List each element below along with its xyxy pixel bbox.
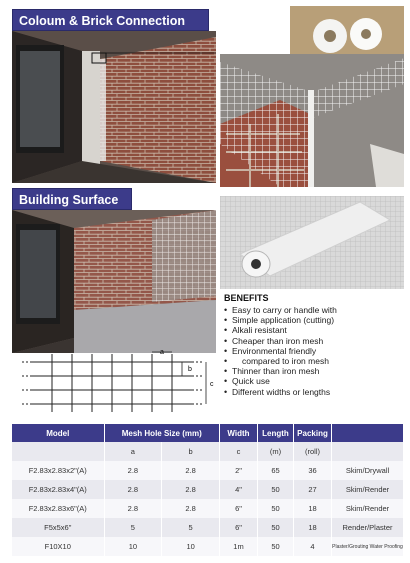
table-cell: 50 bbox=[258, 480, 294, 499]
table-cell: 65 bbox=[258, 461, 294, 480]
table-cell: 36 bbox=[294, 461, 332, 480]
table-cell: Skim/Render bbox=[332, 499, 404, 518]
table-cell: Plaster/Grouting Water Proofing bbox=[332, 537, 404, 556]
table-cell: 6" bbox=[220, 518, 258, 537]
col-packing: Packing bbox=[294, 424, 332, 442]
table-cell: a bbox=[104, 442, 162, 461]
table-cell: F5x5x6" bbox=[12, 518, 104, 537]
table-cell: 5 bbox=[162, 518, 220, 537]
table-cell: b bbox=[162, 442, 220, 461]
section-title-building-surface: Building Surface bbox=[12, 188, 132, 210]
spec-table bbox=[12, 424, 404, 556]
benefits-list bbox=[224, 305, 408, 397]
table-units-row bbox=[12, 442, 404, 461]
table-cell: 2.8 bbox=[162, 480, 220, 499]
building-surface-photo bbox=[12, 210, 216, 353]
table-cell: 2.8 bbox=[104, 480, 162, 499]
table-cell: (roll) bbox=[294, 442, 332, 461]
table-cell: 50 bbox=[258, 499, 294, 518]
table-row bbox=[12, 518, 404, 537]
col-width: Width bbox=[220, 424, 258, 442]
table-cell: 4" bbox=[220, 480, 258, 499]
table-row bbox=[12, 537, 404, 556]
mesh-dimension-diagram bbox=[22, 348, 218, 420]
section-title-column-brick: Coloum & Brick Connection bbox=[12, 9, 209, 31]
benefit-item: • Environmental friendly bbox=[224, 346, 408, 356]
table-cell: 10 bbox=[104, 537, 162, 556]
table-cell: F2.83x2.83x4"(A) bbox=[12, 480, 104, 499]
benefit-item: • Cheaper than iron mesh bbox=[224, 336, 408, 346]
col-length: Length bbox=[258, 424, 294, 442]
table-cell: 2" bbox=[220, 461, 258, 480]
table-cell: 2.8 bbox=[104, 499, 162, 518]
table-cell: (m) bbox=[258, 442, 294, 461]
table-cell bbox=[12, 442, 104, 461]
corner-mesh-photo bbox=[220, 54, 404, 187]
col-model: Model bbox=[12, 424, 104, 442]
mesh-roll-photo bbox=[220, 196, 404, 289]
table-cell: 10 bbox=[162, 537, 220, 556]
benefit-item: • Alkali resistant bbox=[224, 325, 408, 335]
table-cell: 5 bbox=[104, 518, 162, 537]
diagram-label-b: b bbox=[188, 366, 192, 373]
col-mesh-hole: Mesh Hole Size (mm) bbox=[104, 424, 220, 442]
benefit-item: • compared to iron mesh bbox=[224, 356, 408, 366]
table-row bbox=[12, 499, 404, 518]
column-brick-photo bbox=[12, 31, 216, 183]
table-cell: 6" bbox=[220, 499, 258, 518]
table-cell: 50 bbox=[258, 537, 294, 556]
table-cell: Skim/Drywall bbox=[332, 461, 404, 480]
table-cell: F10X10 bbox=[12, 537, 104, 556]
table-cell: 27 bbox=[294, 480, 332, 499]
benefit-item: • Easy to carry or handle with bbox=[224, 305, 408, 315]
table-cell: 4 bbox=[294, 537, 332, 556]
table-cell: 50 bbox=[258, 518, 294, 537]
table-cell: 18 bbox=[294, 518, 332, 537]
table-row bbox=[12, 480, 404, 499]
tape-rolls-photo bbox=[290, 6, 404, 60]
benefits-section bbox=[224, 293, 408, 397]
table-cell: 1m bbox=[220, 537, 258, 556]
table-cell: F2.83x2.83x2"(A) bbox=[12, 461, 104, 480]
table-cell: 2.8 bbox=[104, 461, 162, 480]
table-cell: Render/Plaster bbox=[332, 518, 404, 537]
benefit-item: • Thinner than iron mesh bbox=[224, 366, 408, 376]
table-cell bbox=[332, 442, 404, 461]
table-cell: 2.8 bbox=[162, 499, 220, 518]
table-cell: c bbox=[220, 442, 258, 461]
diagram-label-c: c bbox=[210, 381, 214, 388]
benefit-item: • Different widths or lengths bbox=[224, 387, 408, 397]
benefits-title: BENEFITS bbox=[224, 293, 269, 303]
benefit-item: • Simple application (cutting) bbox=[224, 315, 408, 325]
table-cell: Skim/Render bbox=[332, 480, 404, 499]
table-row bbox=[12, 461, 404, 480]
table-cell: F2.83x2.83x6"(A) bbox=[12, 499, 104, 518]
benefit-item: • Quick use bbox=[224, 376, 408, 386]
table-header-row bbox=[12, 424, 404, 442]
table-cell: 18 bbox=[294, 499, 332, 518]
diagram-label-a: a bbox=[160, 349, 164, 356]
col-application bbox=[332, 424, 404, 442]
table-cell: 2.8 bbox=[162, 461, 220, 480]
